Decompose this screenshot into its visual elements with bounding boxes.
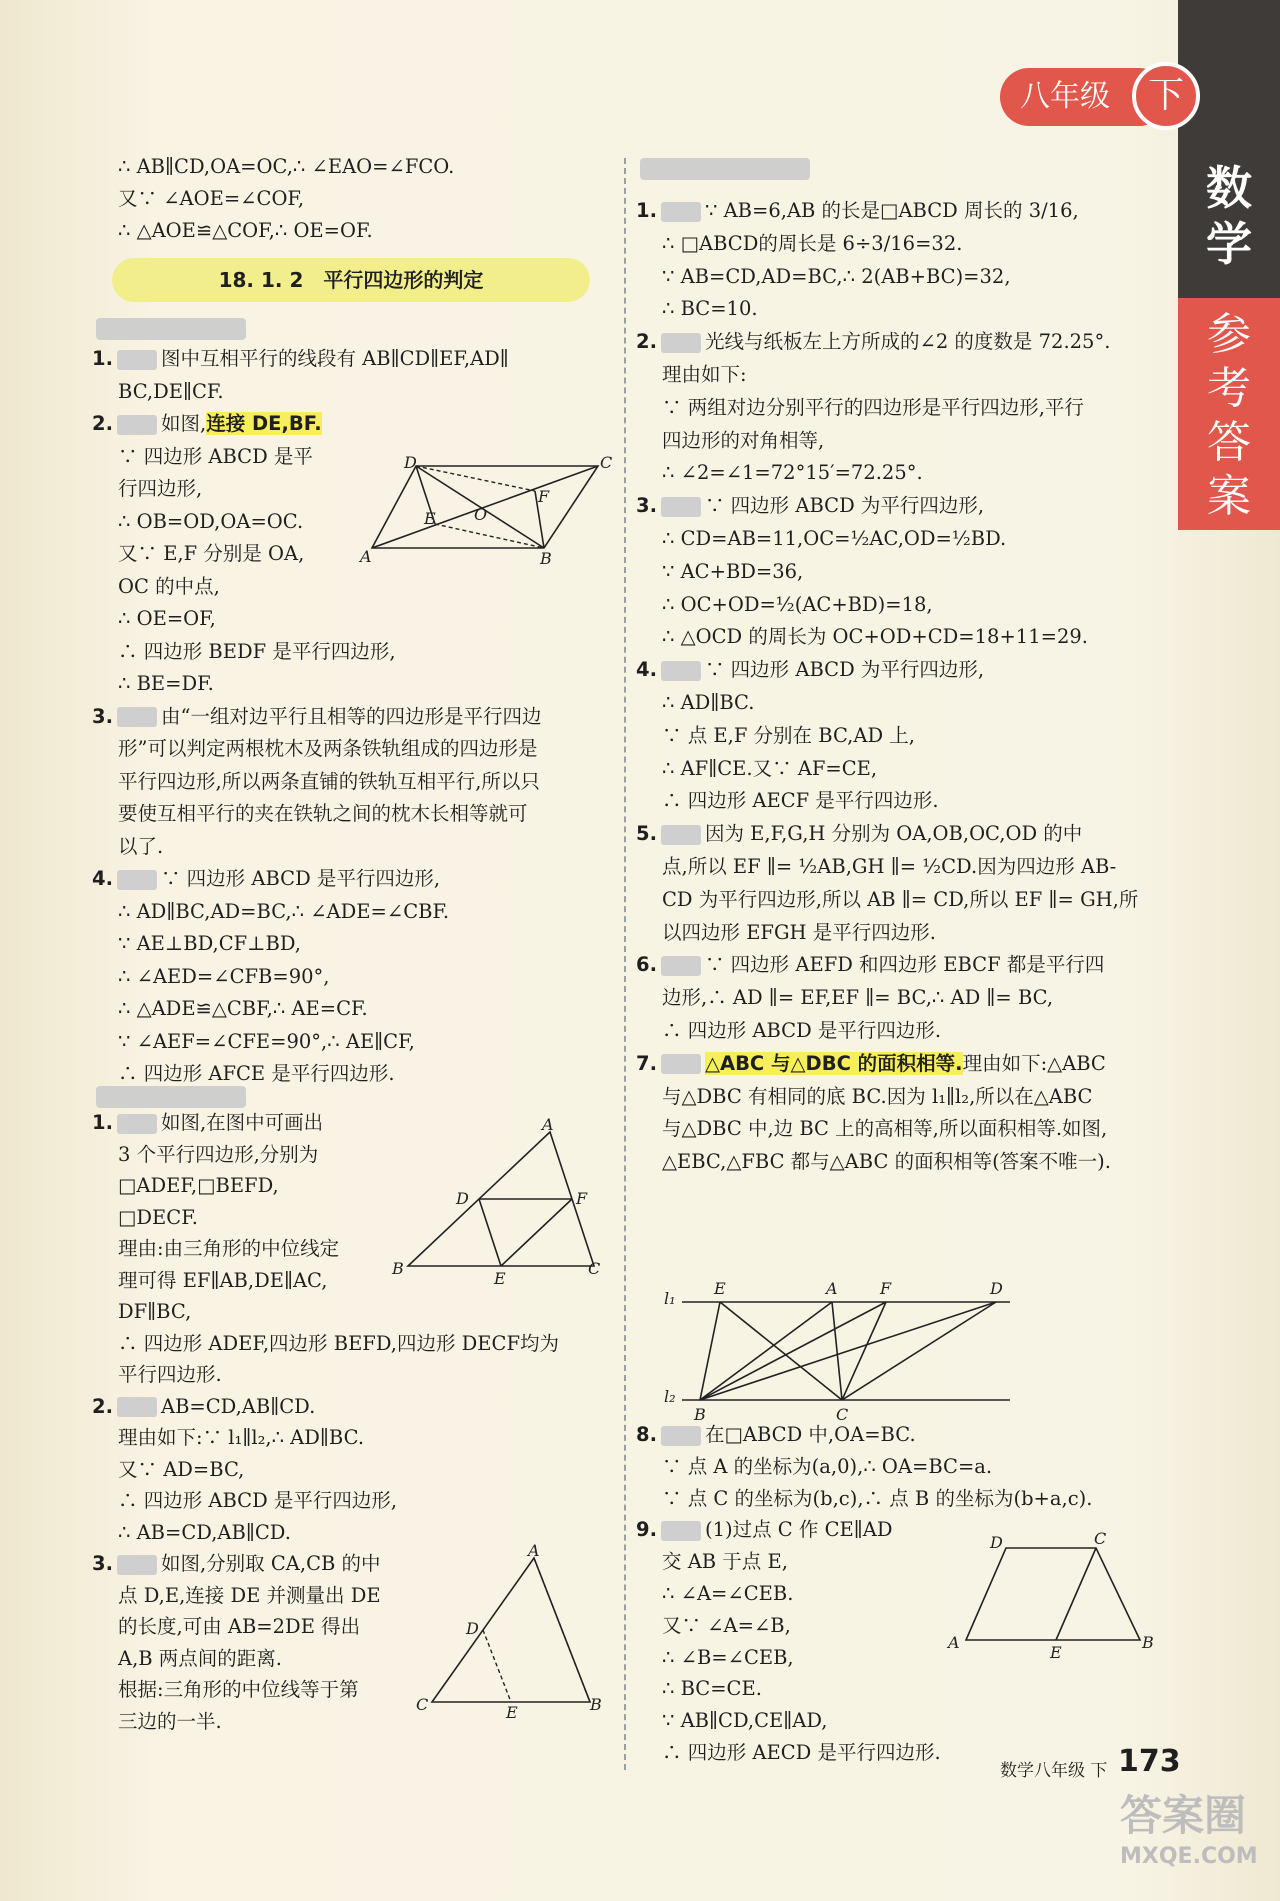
subsection-badge	[96, 318, 246, 340]
fig-label: B	[392, 1259, 404, 1278]
answer-line	[118, 1675, 359, 1705]
answer-line	[118, 377, 224, 407]
answer-text: ∵ AB=6,AB 的长是□ABCD 周长的 3/16,	[704, 199, 1079, 222]
answer-text: 行四边形,	[118, 477, 203, 500]
fig-label: B	[694, 1405, 706, 1424]
answer-line	[118, 799, 528, 829]
answer-line	[92, 864, 440, 894]
answer-text: 又∵ E,F 分别是 OA,	[118, 542, 305, 565]
answer-line	[636, 196, 1079, 226]
answer-line	[92, 344, 509, 374]
answer-text: ∴ 四边形 AFCE 是平行四边形.	[118, 1062, 395, 1085]
question-number: 1.	[92, 1111, 113, 1134]
answer-text: ∴ AD∥BC.	[662, 691, 755, 714]
fig-label: D	[456, 1189, 469, 1208]
answer-line	[118, 767, 540, 797]
subsection-badge	[640, 158, 810, 180]
answer-text: 又∵ ∠A=∠B,	[662, 1613, 791, 1637]
answer-line	[662, 557, 803, 587]
answer-line	[118, 572, 220, 602]
answer-tag	[661, 956, 701, 976]
column-divider	[624, 158, 626, 1770]
question-number: 2.	[92, 1394, 113, 1418]
answer-text: CD 为平行四边形,所以 AB ∥= CD,所以 EF ∥= GH,所	[662, 887, 1139, 911]
subject-tab	[1178, 0, 1280, 298]
answer-text: ∵ 四边形 AEFD 和四边形 EBCF 都是平行四	[704, 953, 1105, 977]
answer-line	[118, 897, 449, 927]
answer-text: 图中互相平行的线段有 AB∥CD∥EF,AD∥	[160, 347, 509, 370]
fig-label: F	[880, 1279, 892, 1298]
answer-line	[118, 507, 303, 537]
answer-text: ∴ ∠2=∠1=72°15′=72.25°.	[662, 461, 923, 485]
answer-line	[118, 1203, 198, 1233]
answer-line	[662, 1484, 1092, 1514]
fig-label: D	[466, 1619, 479, 1638]
answer-text: 根据:三角形的中位线等于第	[118, 1678, 359, 1701]
fig-label: A	[542, 1115, 554, 1134]
highlight-text: 连接 DE,BF.	[206, 412, 322, 435]
fig-label: C	[588, 1259, 601, 1278]
answer-text: 形”可以判定两根枕木及两条铁轨组成的四边形是	[118, 737, 538, 760]
fig-label: A	[948, 1633, 960, 1652]
answer-line	[118, 442, 313, 472]
answer-line	[636, 1420, 916, 1450]
fig-label: E	[506, 1703, 518, 1722]
answer-line	[662, 458, 923, 488]
answer-line	[118, 1644, 282, 1674]
fig-label: C	[1094, 1529, 1107, 1548]
answer-text: ∵ 点 A 的坐标为(a,0),∴ OA=BC=a.	[662, 1454, 993, 1478]
answer-line	[636, 655, 984, 685]
answer-line	[118, 734, 537, 764]
answer-text: 三边的一半.	[118, 1709, 222, 1733]
answer-text: ∴ △OCD 的周长为 OC+OD+CD=18+11=29.	[662, 625, 1088, 649]
answer-line	[118, 1329, 559, 1359]
fig-label: B	[540, 549, 552, 568]
answer-tag	[117, 1114, 157, 1134]
answer-line	[662, 1643, 794, 1673]
answer-text: ∴ □ABCD的周长是 6÷3/16=32.	[662, 231, 963, 255]
answer-line	[662, 1611, 791, 1641]
answer-line	[118, 962, 329, 992]
answer-tag	[661, 1426, 701, 1446]
answer-text: ∴ AB=CD,AB∥CD.	[118, 1520, 291, 1544]
fig-label: B	[590, 1695, 602, 1714]
grade-label: 八年级	[1000, 68, 1168, 126]
answer-tag	[661, 661, 701, 681]
fig-label: O	[474, 505, 488, 524]
figure-triangle-distance	[410, 1541, 610, 1722]
answer-line	[118, 604, 216, 634]
answer-line	[118, 832, 163, 862]
fig-label: F	[576, 1189, 588, 1208]
question-number: 4.	[92, 867, 113, 890]
answer-text: ∴ ∠B=∠CEB,	[662, 1645, 794, 1669]
answer-text: 理由如下:∵ l₁∥l₂,∴ AD∥BC.	[118, 1426, 365, 1449]
answer-text: ∴ AD∥BC,AD=BC,∴ ∠ADE=∠CBF.	[118, 899, 450, 923]
answer-line	[662, 622, 1088, 652]
answer-text: 在□ABCD 中,OA=BC.	[704, 1423, 916, 1446]
question-number: 2.	[636, 330, 657, 354]
text-line: 又∵ ∠AOE=∠COF,	[118, 187, 305, 210]
answer-line	[662, 590, 933, 620]
answer-line	[118, 1581, 381, 1611]
answer-text: 以四边形 EFGH 是平行四边形.	[662, 920, 936, 944]
answer-line	[118, 1266, 327, 1296]
answer-line	[636, 819, 1082, 849]
question-number: 3.	[636, 494, 657, 518]
answer-text: ∴ 四边形 ADEF,四边形 BEFD,四边形 DECF均为	[118, 1331, 559, 1355]
answer-line	[636, 1515, 893, 1545]
answer-line	[118, 1297, 191, 1327]
volume-badge: 下	[1132, 62, 1200, 130]
answer-line	[662, 754, 877, 784]
answer-text: 与△DBC 有相同的底 BC.因为 l₁∥l₂,所以在△ABC	[662, 1084, 1093, 1108]
answer-text: ∴ 四边形 AECF 是平行四边形.	[662, 789, 939, 813]
answer-text: 交 AB 于点 E,	[662, 1550, 788, 1574]
subsection-badge	[96, 1086, 246, 1108]
answer-tag	[117, 350, 157, 370]
fig-label: E	[1050, 1643, 1062, 1662]
answer-text: ∵ 点 C 的坐标为(b,c),∴ 点 B 的坐标为(b+a,c).	[662, 1486, 1093, 1510]
answer-line	[662, 1016, 941, 1046]
fig-label: D	[404, 453, 417, 472]
figure-trapezoid	[946, 1530, 1166, 1660]
answer-line	[118, 1455, 244, 1485]
fig-label: C	[836, 1405, 849, 1424]
answer-text: 边形,∴ AD ∥= EF,EF ∥= BC,∴ AD ∥= BC,	[662, 986, 1054, 1010]
text-line: ∴ △AOE≌△COF,∴ OE=OF.	[118, 219, 373, 242]
answer-line	[118, 474, 202, 504]
answer-text: 平行四边形,所以两条直铺的铁轨互相平行,所以只	[118, 769, 540, 793]
fig-label: A	[360, 547, 372, 566]
answer-line	[118, 637, 396, 667]
question-number: 1.	[636, 199, 657, 222]
answer-line	[92, 702, 541, 732]
answer-line	[118, 539, 304, 569]
answer-line	[662, 1082, 1092, 1112]
fig-label: F	[538, 487, 550, 506]
answer-text: △EBC,△FBC 都与△ABC 的面积相等(答案不唯一).	[662, 1150, 1111, 1174]
answer-text: ∴ BC=CE.	[662, 1677, 762, 1701]
watermark	[1120, 1788, 1280, 1898]
answer-line	[118, 1059, 395, 1089]
answer-line	[662, 918, 936, 948]
answer-tag	[661, 497, 701, 517]
answer-line	[662, 885, 1138, 915]
question-number: 3.	[92, 1552, 113, 1575]
answer-line	[662, 524, 1006, 554]
question-number: 5.	[636, 822, 657, 846]
answer-tag	[661, 333, 701, 353]
answer-line	[118, 1360, 222, 1390]
answer-line	[92, 409, 322, 439]
answer-text: 因为 E,F,G,H 分别为 OA,OB,OC,OD 的中	[704, 822, 1083, 846]
answer-text: ∴ CD=AB=11,OC=½AC,OD=½BD.	[662, 527, 1007, 550]
answer-text: ∴ OC+OD=½(AC+BD)=18,	[662, 592, 933, 616]
answers-label: 参 考 答 案	[1207, 309, 1251, 522]
highlight-text: △ABC 与△DBC 的面积相等.	[704, 1051, 963, 1075]
answer-text: ∵ 四边形 ABCD 是平	[118, 444, 313, 468]
answer-line	[118, 1027, 415, 1057]
answer-tag	[661, 1521, 701, 1541]
answer-text: 如图,	[160, 412, 207, 435]
answer-tag	[117, 870, 157, 890]
answer-text: ∵ 四边形 ABCD 为平行四边形,	[704, 658, 985, 682]
answer-text: ∴ OB=OD,OA=OC.	[118, 509, 304, 533]
answer-text: ∴ AF∥CE.又∵ AF=CE,	[662, 756, 878, 780]
fig-label: B	[1142, 1633, 1154, 1652]
answer-tag	[117, 707, 157, 727]
question-number: 6.	[636, 953, 657, 977]
answer-text: 如图,分别取 CA,CB 的中	[160, 1552, 381, 1575]
answer-text: 由“一组对边平行且相等的四边形是平行四边	[160, 704, 542, 728]
answer-text: OC 的中点,	[118, 574, 220, 598]
fig-label: E	[424, 509, 436, 528]
answer-text: 如图,在图中可画出	[160, 1111, 324, 1134]
answer-line	[636, 491, 984, 521]
answer-text: 点,所以 EF ∥= ½AB,GH ∥= ½CD.因为四边形 AB-	[662, 855, 1117, 878]
answer-text: DF∥BC,	[118, 1300, 192, 1323]
answer-line	[636, 1049, 1106, 1079]
page-number: 173	[1118, 1744, 1181, 1779]
answer-text: A,B 两点间的距离.	[118, 1646, 283, 1670]
section-title: 18. 1. 2 平行四边形的判定	[112, 258, 590, 302]
figure-parallel-lines	[660, 1274, 1020, 1424]
fig-label: C	[416, 1695, 429, 1714]
answer-text: 点 D,E,连接 DE 并测量出 DE	[118, 1583, 381, 1607]
answer-line	[662, 1114, 1107, 1144]
answer-line	[662, 721, 915, 751]
answer-line	[118, 1423, 364, 1453]
footer-book: 数学八年级 下	[1000, 1761, 1108, 1781]
figure-triangle-midpoints	[390, 1115, 610, 1288]
answer-line	[662, 294, 758, 324]
answer-line	[662, 426, 824, 456]
answer-text: ∴ BE=DF.	[118, 672, 214, 695]
fig-label: E	[494, 1269, 506, 1288]
fig-label: C	[600, 453, 613, 472]
answer-text: (1)过点 C 作 CE∥AD	[704, 1518, 893, 1542]
answer-line	[92, 1549, 381, 1579]
answer-text: 理由如下:△ABC	[962, 1051, 1106, 1075]
answer-text: 要使互相平行的夹在铁轨之间的枕木长相等就可	[118, 802, 528, 825]
figure-parallelogram-abcd	[360, 453, 613, 568]
answer-text: ∴ 四边形 ABCD 是平行四边形,	[118, 1489, 398, 1512]
question-number: 1.	[92, 347, 113, 370]
answer-line	[636, 950, 1104, 980]
answer-line	[118, 1171, 279, 1201]
answer-text: □ADEF,□BEFD,	[118, 1174, 279, 1197]
answer-text: ∵ AC+BD=36,	[662, 559, 804, 583]
answer-text: 又∵ AD=BC,	[118, 1457, 245, 1481]
answer-line	[118, 1486, 397, 1516]
fig-label: A	[528, 1541, 540, 1560]
answer-text: 的长度,可由 AB=2DE 得出	[118, 1615, 361, 1638]
answer-line	[118, 669, 214, 699]
answer-text: ∴ BC=10.	[662, 297, 758, 321]
answer-line	[118, 994, 368, 1024]
answer-line	[662, 688, 754, 718]
fig-label: D	[990, 1279, 1003, 1298]
answer-line	[118, 1234, 339, 1264]
answer-line	[662, 360, 747, 390]
answer-line	[92, 1392, 315, 1422]
answer-text: ∵ 四边形 ABCD 是平行四边形,	[160, 867, 441, 890]
answer-line	[662, 1147, 1111, 1177]
answer-line	[662, 852, 1116, 882]
fig-label: l₁	[664, 1289, 676, 1308]
answer-text: ∵ AE⊥BD,CF⊥BD,	[118, 932, 301, 955]
answer-line	[662, 229, 962, 259]
answer-text: ∵ AB∥CD,CE∥AD,	[662, 1709, 828, 1733]
answer-line	[662, 1452, 992, 1482]
text-line: ∴ AB∥CD,OA=OC,∴ ∠EAO=∠FCO.	[118, 155, 455, 178]
answer-tag	[661, 1054, 701, 1074]
answer-text: □DECF.	[118, 1205, 198, 1229]
question-number: 2.	[92, 412, 113, 435]
answer-text: BC,DE∥CF.	[118, 379, 224, 403]
answer-line	[662, 262, 1011, 292]
fig-label: E	[714, 1279, 726, 1298]
answer-text: 理可得 EF∥AB,DE∥AC,	[118, 1268, 328, 1292]
answer-line	[662, 786, 939, 816]
answer-line	[662, 1674, 762, 1704]
answer-line	[118, 929, 301, 959]
answer-text: 以了.	[118, 834, 164, 858]
answer-text: ∴ ∠AED=∠CFB=90°,	[118, 964, 330, 988]
answer-text: ∵ 点 E,F 分别在 BC,AD 上,	[662, 723, 915, 747]
answer-text: 理由:由三角形的中位线定	[118, 1237, 340, 1260]
answer-line	[118, 1612, 360, 1642]
answer-text: ∴ 四边形 BEDF 是平行四边形,	[118, 639, 396, 663]
answer-line	[118, 1707, 222, 1737]
answer-line	[118, 1140, 318, 1170]
answer-tag	[661, 825, 701, 845]
answer-tag	[117, 1397, 157, 1417]
answer-line	[662, 983, 1053, 1013]
answer-line	[92, 1108, 323, 1138]
answers-tab	[1178, 298, 1280, 530]
answer-line	[662, 1738, 941, 1768]
answer-line	[662, 1547, 788, 1577]
fig-label: D	[990, 1533, 1003, 1552]
answer-line	[118, 1518, 291, 1548]
answer-text: 3 个平行四边形,分别为	[118, 1142, 319, 1166]
answer-line	[662, 1706, 827, 1736]
answer-text: ∴ OE=OF,	[118, 607, 216, 630]
answer-tag	[117, 415, 157, 435]
watermark-text: 答案圈	[1120, 1791, 1247, 1840]
answer-text: 四边形的对角相等,	[662, 428, 825, 452]
fig-label: A	[826, 1279, 838, 1298]
question-number: 8.	[636, 1423, 657, 1446]
question-number: 9.	[636, 1518, 657, 1542]
question-number: 7.	[636, 1051, 657, 1075]
subject-label: 数 学	[1206, 161, 1252, 271]
answer-line	[636, 327, 1110, 357]
answer-text: ∵ AB=CD,AD=BC,∴ 2(AB+BC)=32,	[662, 264, 1011, 288]
answer-tag	[661, 202, 701, 222]
answer-line	[662, 1579, 793, 1609]
answer-text: ∴ 四边形 AECD 是平行四边形.	[662, 1741, 941, 1764]
answer-text: ∴ △ADE≌△CBF,∴ AE=CF.	[118, 997, 368, 1020]
answer-text: ∵ 两组对边分别平行的四边形是平行四边形,平行	[662, 395, 1084, 419]
answer-text: ∴ ∠A=∠CEB.	[662, 1582, 794, 1605]
answer-text: ∴ 四边形 ABCD 是平行四边形.	[662, 1019, 942, 1042]
answer-text: ∵ 四边形 ABCD 为平行四边形,	[704, 494, 985, 518]
answer-text: ∵ ∠AEF=∠CFE=90°,∴ AE∥CF,	[118, 1029, 415, 1053]
answer-tag	[117, 1555, 157, 1575]
question-number: 3.	[92, 704, 113, 728]
fig-label: l₂	[664, 1387, 676, 1406]
answer-text: 平行四边形.	[118, 1363, 222, 1386]
answer-text: 与△DBC 中,边 BC 上的高相等,所以面积相等.如图,	[662, 1117, 1108, 1141]
watermark-url: MXQE.COM	[1120, 1844, 1258, 1869]
answer-line	[662, 393, 1084, 423]
answer-text: 理由如下:	[662, 363, 747, 386]
answer-text: 光线与纸板左上方所成的∠2 的度数是 72.25°.	[704, 330, 1111, 354]
answer-text: AB=CD,AB∥CD.	[160, 1394, 316, 1418]
question-number: 4.	[636, 658, 657, 682]
